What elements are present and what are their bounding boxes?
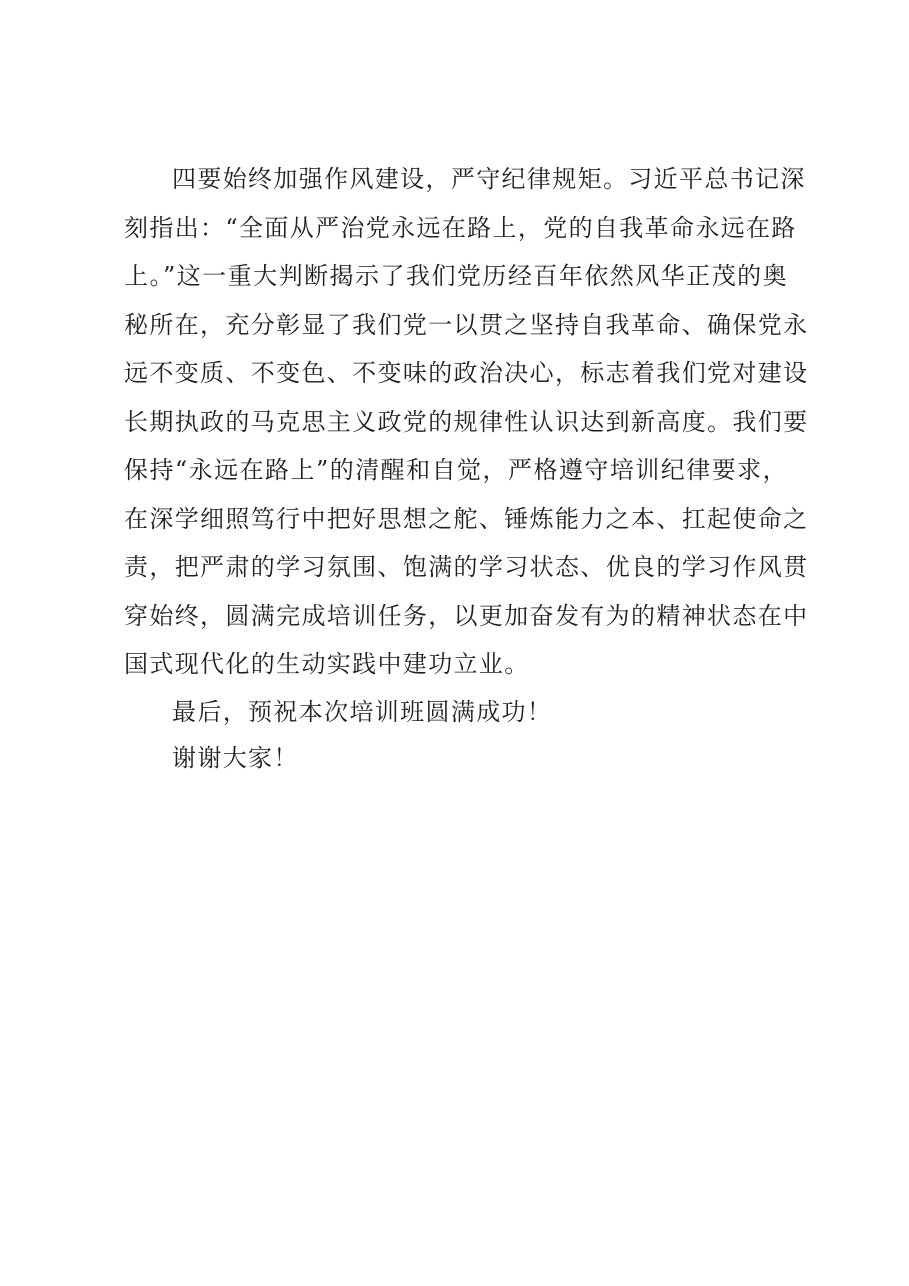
paragraph-line: 上。”这一重大判断揭示了我们党历经百年依然风华正茂的奥 bbox=[124, 262, 788, 290]
paragraph-line: 长期执政的马克思主义政党的规律性认识达到新高度。我们要 bbox=[124, 407, 809, 436]
paragraph-line: 在深学细照笃行中把好思想之舵、锤炼能力之本、扛起使命之 bbox=[124, 504, 809, 533]
paragraph-line: 责，把严肃的学习氛围、饱满的学习状态、优良的学习作风贯 bbox=[124, 553, 809, 581]
paragraph-line: 四要始终加强作风建设，严守纪律规矩。习近平总书记深 bbox=[172, 165, 806, 193]
paragraph-line: 保持“永远在路上”的清醒和自觉，严格遵守培训纪律要求， bbox=[124, 456, 788, 484]
paragraph-line: 刻指出：“全面从严治党永远在路上，党的自我革命永远在路 bbox=[124, 213, 797, 242]
paragraph-line: 远不变质、不变色、不变味的政治决心，标志着我们党对建设 bbox=[124, 359, 809, 387]
main-paragraph bbox=[124, 155, 809, 689]
paragraph-line: 穿始终，圆满完成培训任务，以更加奋发有为的精神状态在中 bbox=[124, 601, 809, 630]
paragraph-line: 秘所在，充分彰显了我们党一以贯之坚持自我革命、确保党永 bbox=[124, 310, 809, 339]
closing-wish: 最后，预祝本次培训班圆满成功！ bbox=[172, 697, 553, 726]
thanks-line: 谢谢大家！ bbox=[172, 743, 299, 772]
document-body bbox=[124, 155, 809, 781]
paragraph-line: 国式现代化的生动实践中建功立业。 bbox=[124, 650, 530, 678]
